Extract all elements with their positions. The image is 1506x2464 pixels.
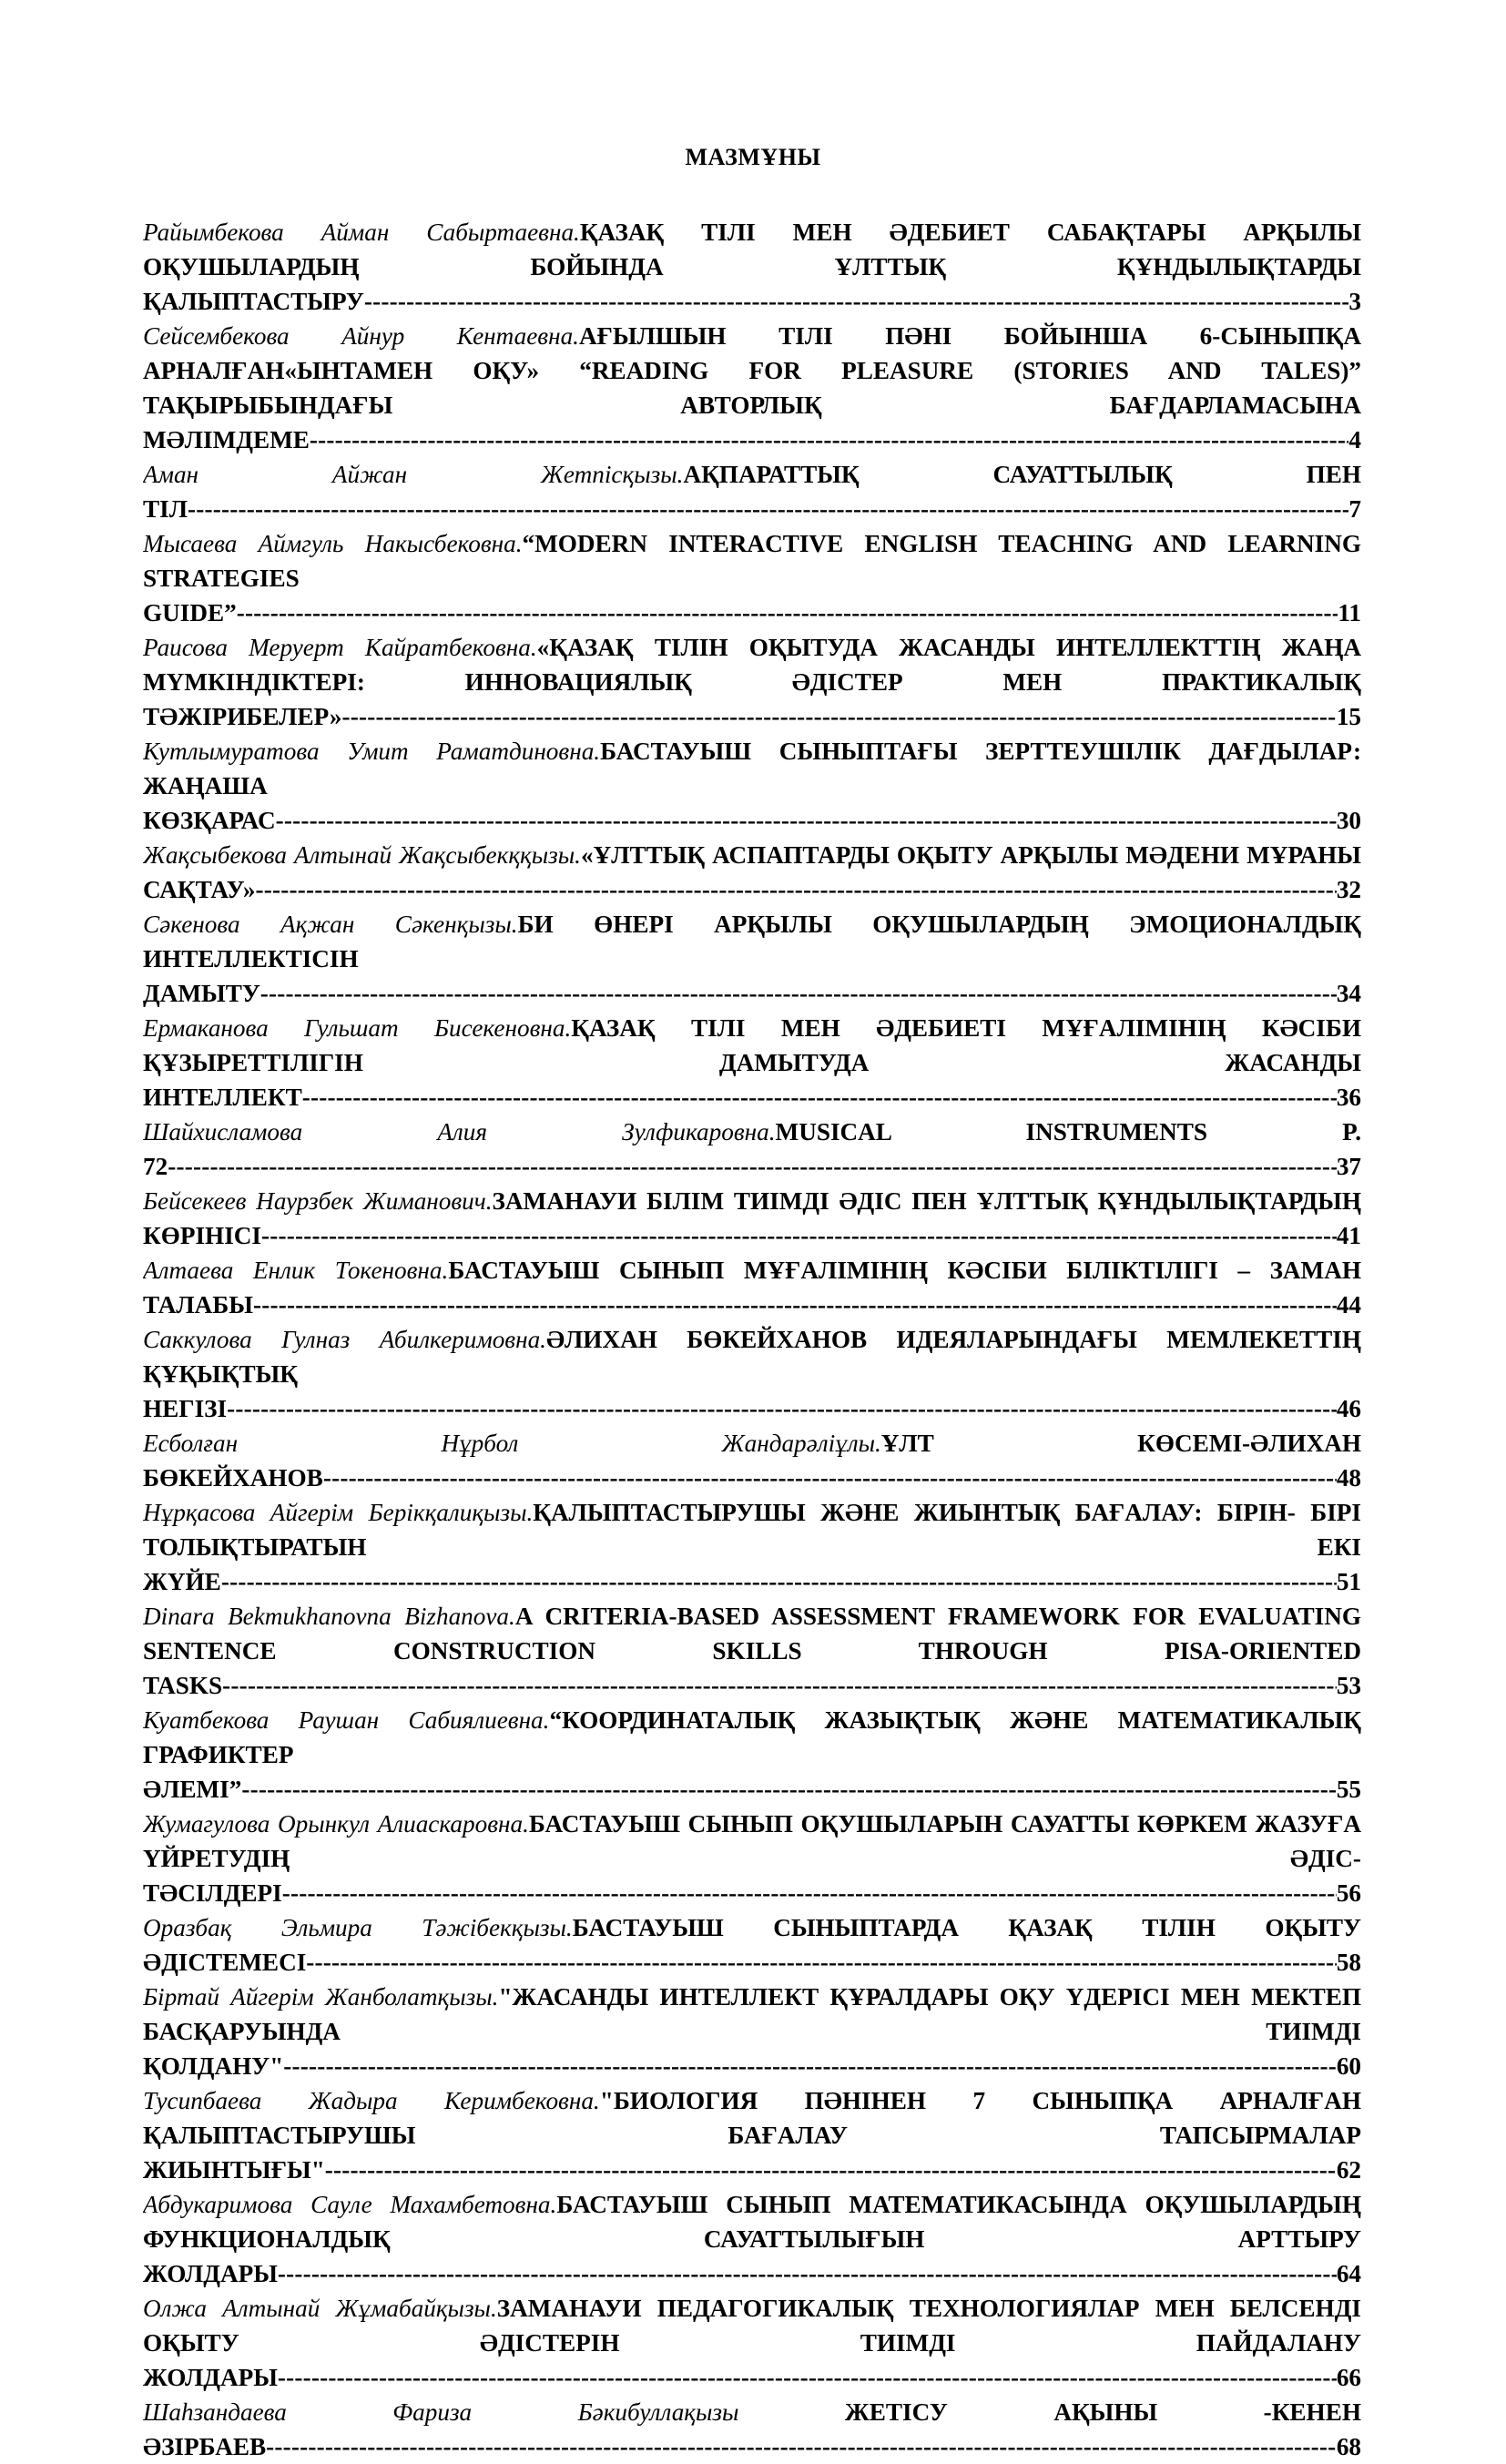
- entry-title: “КООРДИНАТАЛЫҚ ЖАЗЫҚТЫҚ ЖӘНЕ МАТЕМАТИКАЛЫҚ ГРАФИКТЕР ӘЛЕМІ”: [143, 1706, 1361, 1803]
- entry-page-number: 41: [1337, 1218, 1361, 1253]
- entry-author: Бейсекеев Наурзбек Жиманович.: [143, 1187, 493, 1215]
- entry-page-number: 32: [1337, 872, 1361, 907]
- dot-leader: [364, 288, 1361, 315]
- entry-page-number: 56: [1337, 1876, 1361, 1910]
- entry-author: Раисова Меруерт Кайратбековна.: [143, 634, 537, 661]
- entry-title: АҚПАРАТТЫҚ САУАТТЫЛЫҚ ПЕН ТІЛ: [143, 461, 1361, 523]
- toc-entry[interactable]: [143, 2187, 1361, 2291]
- dot-leader: [341, 703, 1361, 730]
- entry-title: БАСТАУЫШ СЫНЫПТАҒЫ ЗЕРТТЕУШІЛІК ДАҒДЫЛАР: ЖАҢАША КӨЗҚАРАС: [143, 738, 1361, 834]
- dot-leader: [278, 2364, 1361, 2391]
- entry-page-number: 60: [1337, 2049, 1361, 2083]
- toc-entry[interactable]: [143, 630, 1361, 734]
- entry-title: ҚАЗАҚ ТІЛІ МЕН ӘДЕБИЕТ САБАҚТАРЫ АРҚЫЛЫ ОҚУШЫЛАРДЫҢ БОЙЫНДА ҰЛТТЫҚ ҚҰНДЫЛЫҚТАРДЫ ҚАЛЫПТАСТЫРУ: [143, 219, 1361, 315]
- entry-author: Куатбекова Раушан Сабиялиевна.: [143, 1706, 550, 1734]
- dot-leader: [323, 1464, 1361, 1492]
- dot-leader: [282, 1879, 1361, 1907]
- entry-author: Шаһзандаева Фариза Бәкибуллақызы: [143, 2398, 845, 2426]
- entry-title: БАСТАУЫШ СЫНЫП ОҚУШЫЛАРЫН САУАТТЫ КӨРКЕМ ЖАЗУҒА ҮЙРЕТУДІҢ ӘДІС-ТӘСІЛДЕРІ: [143, 1810, 1361, 1907]
- entry-page-number: 4: [1348, 423, 1361, 457]
- entry-author: Кутлымуратова Умит Раматдиновна.: [143, 738, 601, 765]
- dot-leader: [276, 807, 1361, 834]
- entry-page-number: 58: [1337, 1945, 1361, 1980]
- toc-entry[interactable]: [143, 1807, 1361, 1910]
- dot-leader: [253, 1291, 1361, 1319]
- toc-entry[interactable]: [143, 1703, 1361, 1807]
- dot-leader: [310, 426, 1361, 453]
- entry-page-number: 62: [1337, 2153, 1361, 2187]
- toc-entry[interactable]: [143, 2395, 1361, 2464]
- dot-leader: [260, 980, 1361, 1007]
- toc-entry[interactable]: [143, 1322, 1361, 1426]
- entry-title: ЗАМАНАУИ БІЛІМ ТИІМДІ ӘДІС ПЕН ҰЛТТЫҚ ҚҰНДЫЛЫҚТАРДЫҢ КӨРІНІСІ: [143, 1187, 1361, 1249]
- entry-title: БАСТАУЫШ СЫНЫП МҰҒАЛІМІНІҢ КӘСІБИ БІЛІКТІЛІГІ – ЗАМАН ТАЛАБЫ: [143, 1257, 1361, 1319]
- toc-entry[interactable]: [143, 734, 1361, 838]
- entry-page-number: 3: [1348, 284, 1361, 319]
- dot-leader: [255, 876, 1361, 903]
- toc-entry[interactable]: [143, 215, 1361, 319]
- toc-entry[interactable]: [143, 838, 1361, 907]
- entry-author: Нұрқасова Айгерім Берікқалиқызы.: [143, 1499, 534, 1526]
- toc-entry[interactable]: [143, 1495, 1361, 1599]
- dot-leader: [325, 2156, 1361, 2184]
- toc-entry[interactable]: [143, 1980, 1361, 2083]
- dot-leader: [222, 1672, 1361, 1699]
- entry-author: Оразбақ Эльмира Тәжібекқызы.: [143, 1914, 573, 1941]
- entry-author: Жумагулова Орынкул Алиаскаровна.: [143, 1810, 529, 1838]
- dot-leader: [278, 2260, 1361, 2287]
- toc-entry[interactable]: [143, 1011, 1361, 1115]
- entry-author: Сәкенова Ақжан Сәкенқызы.: [143, 911, 518, 938]
- entry-author: Олжа Алтынай Жұмабайқызы.: [143, 2295, 497, 2322]
- entry-title: АҒЫЛШЫН ТІЛІ ПӘНІ БОЙЫНША 6-СЫНЫПҚА АРНАЛҒАН«ЫНТАМЕН ОҚУ» “READING FOR PLEASURE (STORIES AND TALES)” ТАҚЫРЫБЫНДАҒЫ АВТОРЛЫҚ БАҒДАРЛАМАСЫНА МӘЛІМДЕМЕ: [143, 322, 1361, 453]
- entry-author: Шайхисламова Алия Зулфикаровна.: [143, 1118, 776, 1145]
- entry-title: ЖЕТІСУ АҚЫНЫ -КЕНЕН ӘЗІРБАЕВ: [143, 2398, 1361, 2460]
- dot-leader: [221, 1568, 1361, 1595]
- entry-title: MUSICAL INSTRUMENTS P. 72: [143, 1118, 1361, 1180]
- dot-leader: [302, 1084, 1361, 1111]
- dot-leader: [188, 495, 1361, 523]
- dot-leader: [306, 1949, 1361, 1976]
- entry-page-number: 44: [1337, 1288, 1361, 1322]
- entry-author: Алтаева Енлик Токеновна.: [143, 1257, 449, 1284]
- entry-title: "БИОЛОГИЯ ПӘНІНЕН 7 СЫНЫПҚА АРНАЛҒАН ҚАЛЫПТАСТЫРУШЫ БАҒАЛАУ ТАПСЫРМАЛАР ЖИЫНТЫҒЫ": [143, 2087, 1361, 2184]
- entry-page-number: 37: [1337, 1149, 1361, 1184]
- toc-entry[interactable]: [143, 1184, 1361, 1253]
- entry-page-number: 51: [1337, 1564, 1361, 1599]
- entry-title: БАСТАУЫШ СЫНЫПТАРДА ҚАЗАҚ ТІЛІН ОҚЫТУ ӘДІСТЕМЕСІ: [143, 1914, 1361, 1976]
- entry-title: БИ ӨНЕРІ АРҚЫЛЫ ОҚУШЫЛАРДЫҢ ЭМОЦИОНАЛДЫҚ ИНТЕЛЛЕКТІСІН ДАМЫТУ: [143, 911, 1361, 1007]
- entry-title: “MODERN INTERACTIVE ENGLISH TEACHING AND LEARNING STRATEGIES GUIDE”: [143, 530, 1361, 626]
- entry-page-number: 64: [1337, 2256, 1361, 2291]
- dot-leader: [266, 2433, 1361, 2460]
- entry-page-number: 30: [1337, 803, 1361, 838]
- toc-entry[interactable]: [143, 1426, 1361, 1495]
- entry-title: ЗАМАНАУИ ПЕДАГОГИКАЛЫҚ ТЕХНОЛОГИЯЛАР МЕН БЕЛСЕНДІ ОҚЫТУ ӘДІСТЕРІН ТИІМДІ ПАЙДАЛАНУ ЖОЛДАРЫ: [143, 2295, 1361, 2391]
- entry-title: ӘЛИХАН БӨКЕЙХАНОВ ИДЕЯЛАРЫНДАҒЫ МЕМЛЕКЕТТІҢ ҚҰҚЫҚТЫҚ НЕГІЗІ: [143, 1326, 1361, 1422]
- entry-title: ҚАЗАҚ ТІЛІ МЕН ӘДЕБИЕТІ МҰҒАЛІМІНІҢ КӘСІБИ ҚҰЗЫРЕТТІЛІГІН ДАМЫТУДА ЖАСАНДЫ ИНТЕЛЛЕКТ: [143, 1014, 1361, 1111]
- entry-page-number: 15: [1337, 699, 1361, 734]
- entry-author: Аман Айжан Жетпісқызы.: [143, 461, 684, 488]
- entry-title: «ҚАЗАҚ ТІЛІН ОҚЫТУДА ЖАСАНДЫ ИНТЕЛЛЕКТТІҢ ЖАҢА МҮМКІНДІКТЕРІ: ИННОВАЦИЯЛЫҚ ӘДІСТЕР МЕН ПРАКТИКАЛЫҚ ТӘЖІРИБЕЛЕР»: [143, 634, 1361, 730]
- entry-author: Dinara Bekmukhanovna Bizhanova.: [143, 1603, 515, 1630]
- dot-leader: [227, 1395, 1361, 1422]
- toc-entry[interactable]: [143, 457, 1361, 526]
- entry-title: A CRITERIA-BASED ASSESSMENT FRAMEWORK FOR EVALUATING SENTENCE CONSTRUCTION SKILLS THROUGH PISA-ORIENTED TASKS: [143, 1603, 1361, 1699]
- entry-page-number: 68: [1337, 2429, 1361, 2464]
- toc-entry[interactable]: [143, 526, 1361, 630]
- entry-author: Тусипбаева Жадыра Керимбековна.: [143, 2087, 600, 2114]
- entry-author: Есболған Нұрбол Жандарәліұлы.: [143, 1430, 881, 1457]
- entry-title: ҚАЛЫПТАСТЫРУШЫ ЖӘНЕ ЖИЫНТЫҚ БАҒАЛАУ: БІРІН- БІРІ ТОЛЫҚТЫРАТЫН ЕКІ ЖҮЙЕ: [143, 1499, 1361, 1595]
- entry-page-number: 48: [1337, 1461, 1361, 1495]
- toc-entry[interactable]: [143, 1910, 1361, 1980]
- toc-entry[interactable]: [143, 1253, 1361, 1322]
- entry-page-number: 53: [1337, 1668, 1361, 1703]
- entry-page-number: 36: [1337, 1080, 1361, 1115]
- entry-title: ҰЛТ КӨСЕМІ-ӘЛИХАН БӨКЕЙХАНОВ: [143, 1430, 1361, 1492]
- dot-leader: [237, 599, 1361, 626]
- dot-leader: [168, 1153, 1361, 1180]
- entry-author: Біртай Айгерім Жанболатқызы.: [143, 1983, 499, 2011]
- toc-entry[interactable]: [143, 907, 1361, 1011]
- entry-author: Абдукаримова Сауле Махамбетовна.: [143, 2191, 557, 2218]
- entry-author: Сейсембекова Айнур Кентаевна.: [143, 322, 579, 350]
- entry-page-number: 11: [1338, 596, 1361, 630]
- dot-leader: [241, 1776, 1361, 1803]
- entry-author: Саккулова Гулназ Абилкеримовна.: [143, 1326, 546, 1353]
- entry-page-number: 46: [1337, 1391, 1361, 1426]
- entry-author: Ермаканова Гульшат Бисекеновна.: [143, 1014, 572, 1042]
- page-title: МАЗМҰНЫ: [685, 144, 821, 170]
- entry-page-number: 34: [1337, 976, 1361, 1011]
- dot-leader: [283, 2052, 1361, 2080]
- toc-entry[interactable]: [143, 1599, 1361, 1703]
- toc-entry[interactable]: [143, 2291, 1361, 2395]
- entry-page-number: 55: [1337, 1772, 1361, 1807]
- entry-author: Жақсыбекова Алтынай Жақсыбекққызы.: [143, 841, 581, 869]
- entry-author: Мысаева Аймгуль Накысбековна.: [143, 530, 523, 557]
- entry-title: «ҰЛТТЫҚ АСПАПТАРДЫ ОҚЫТУ АРҚЫЛЫ МӘДЕНИ МҰРАНЫ САҚТАУ»: [143, 841, 1361, 903]
- entry-title: БАСТАУЫШ СЫНЫП МАТЕМАТИКАСЫНДА ОҚУШЫЛАРДЫҢ ФУНКЦИОНАЛДЫҚ САУАТТЫЛЫҒЫН АРТТЫРУ ЖОЛДАРЫ: [143, 2191, 1361, 2287]
- toc-entry[interactable]: [143, 1115, 1361, 1184]
- entry-page-number: 7: [1348, 492, 1361, 526]
- toc-entry[interactable]: [143, 319, 1361, 457]
- table-of-contents: [143, 215, 1361, 2464]
- entry-page-number: 66: [1337, 2360, 1361, 2395]
- entry-title: "ЖАСАНДЫ ИНТЕЛЛЕКТ ҚҰРАЛДАРЫ ОҚУ ҮДЕРІСІ МЕН МЕКТЕП БАСҚАРУЫНДА ТИІМДІ ҚОЛДАНУ": [143, 1983, 1361, 2080]
- entry-author: Райымбекова Айман Сабыртаевна.: [143, 219, 580, 246]
- dot-leader: [261, 1222, 1361, 1249]
- toc-entry[interactable]: [143, 2083, 1361, 2187]
